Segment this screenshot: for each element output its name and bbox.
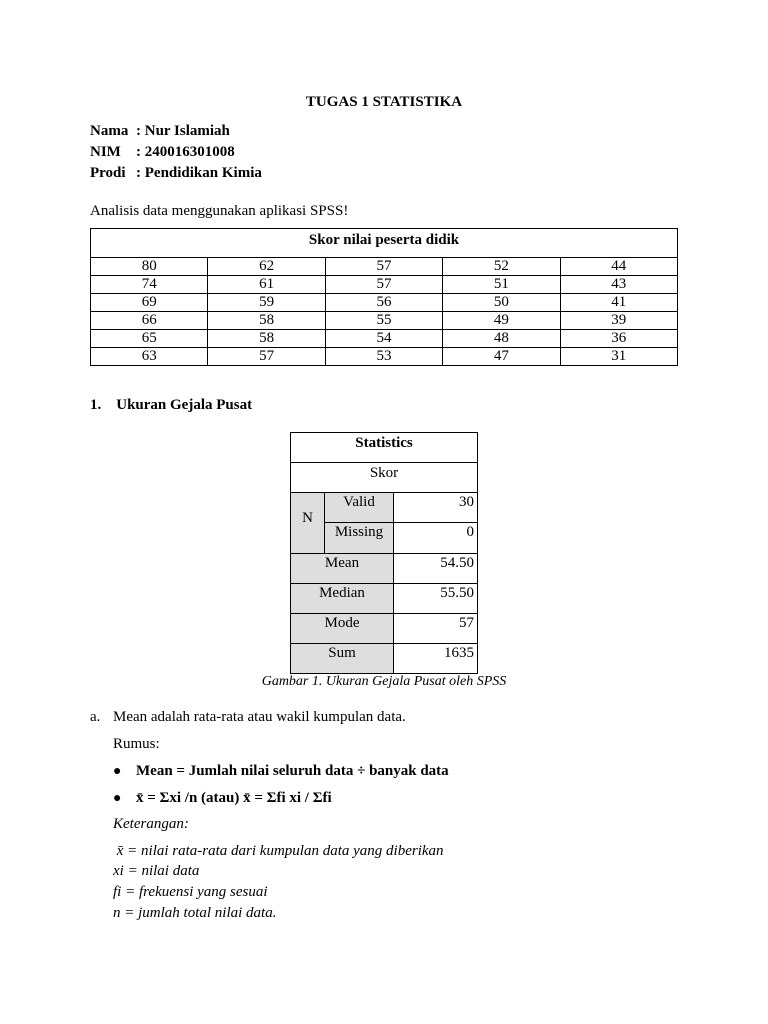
table-cell: 49 xyxy=(443,312,560,330)
table-cell: 61 xyxy=(208,276,325,294)
bullet-2-dot: ● xyxy=(113,791,122,806)
stats-mean-label: Mean xyxy=(290,553,394,584)
info-nim-row xyxy=(90,144,235,161)
note-n: n = jumlah total nilai data. xyxy=(113,905,277,921)
score-table xyxy=(90,228,678,366)
section-1-heading xyxy=(90,397,252,414)
table-cell: 47 xyxy=(443,348,560,366)
section-1-number: 1. xyxy=(90,397,102,413)
score-table-body xyxy=(91,258,678,366)
score-table-header: Skor nilai peserta didik xyxy=(91,229,678,258)
info-name-label: Nama xyxy=(90,123,129,139)
bullet-1-dot: ● xyxy=(113,764,122,779)
stats-sum-value: 1635 xyxy=(393,643,478,674)
table-cell: 58 xyxy=(208,312,325,330)
stats-median-value: 55.50 xyxy=(393,583,478,614)
section-1-title: Ukuran Gejala Pusat xyxy=(116,397,253,413)
stats-valid-label: Valid xyxy=(324,492,394,523)
rumus-label: Rumus: xyxy=(113,736,160,752)
table-cell: 55 xyxy=(325,312,442,330)
bullet-2-text: x̄ = Σxi /n (atau) x̄ = Σfi xi / Σfi xyxy=(136,790,332,806)
table-cell: 43 xyxy=(560,276,678,294)
statistics-table xyxy=(290,432,478,674)
table-row xyxy=(91,276,678,294)
stats-title: Statistics xyxy=(290,432,478,463)
info-nim-label: NIM xyxy=(90,144,121,160)
stats-missing-label: Missing xyxy=(324,522,394,554)
info-prodi-value: : Pendidikan Kimia xyxy=(136,165,262,181)
table-cell: 62 xyxy=(208,258,325,276)
info-name-value: : Nur Islamiah xyxy=(136,123,230,139)
table-row xyxy=(91,330,678,348)
bullet-1-text: Mean = Jumlah nilai seluruh data ÷ banyak data xyxy=(136,763,449,779)
table-cell: 74 xyxy=(91,276,208,294)
table-cell: 53 xyxy=(325,348,442,366)
table-row xyxy=(91,294,678,312)
stats-missing-value: 0 xyxy=(393,522,478,554)
table-cell: 57 xyxy=(208,348,325,366)
info-nim-value: : 240016301008 xyxy=(136,144,235,160)
table-row xyxy=(91,312,678,330)
table-cell: 66 xyxy=(91,312,208,330)
table-cell: 31 xyxy=(560,348,678,366)
table-cell: 63 xyxy=(91,348,208,366)
table-cell: 54 xyxy=(325,330,442,348)
mean-definition: Mean adalah rata-rata atau wakil kumpulan data. xyxy=(113,709,406,725)
table-cell: 52 xyxy=(443,258,560,276)
page-title: TUGAS 1 STATISTIKA xyxy=(305,94,463,110)
mean-marker: a. xyxy=(90,709,101,725)
table-cell: 57 xyxy=(325,258,442,276)
stats-sum-label: Sum xyxy=(290,643,394,674)
table-cell: 48 xyxy=(443,330,560,348)
table-cell: 36 xyxy=(560,330,678,348)
intro-text: Analisis data menggunakan aplikasi SPSS! xyxy=(90,203,349,219)
stats-mode-value: 57 xyxy=(393,613,478,644)
table-cell: 56 xyxy=(325,294,442,312)
table-cell: 39 xyxy=(560,312,678,330)
info-prodi-label: Prodi xyxy=(90,165,126,181)
table-row xyxy=(91,258,678,276)
table-cell: 69 xyxy=(91,294,208,312)
table-cell: 44 xyxy=(560,258,678,276)
figure-caption: Gambar 1. Ukuran Gejala Pusat oleh SPSS xyxy=(261,674,507,689)
table-row xyxy=(91,348,678,366)
note-xbar: x̄ = nilai rata-rata dari kumpulan data yang diberikan xyxy=(113,843,444,859)
stats-variable: Skor xyxy=(290,462,478,493)
table-cell: 57 xyxy=(325,276,442,294)
info-prodi-row xyxy=(90,165,262,182)
table-cell: 65 xyxy=(91,330,208,348)
stats-n-label: N xyxy=(290,492,325,554)
keterangan-label: Keterangan: xyxy=(113,816,189,832)
table-cell: 51 xyxy=(443,276,560,294)
stats-median-label: Median xyxy=(290,583,394,614)
table-cell: 41 xyxy=(560,294,678,312)
stats-mode-label: Mode xyxy=(290,613,394,644)
note-fi: fi = frekuensi yang sesuai xyxy=(113,884,268,900)
note-xi: xi = nilai data xyxy=(113,863,200,879)
stats-mean-value: 54.50 xyxy=(393,553,478,584)
info-name-row xyxy=(90,123,230,140)
table-cell: 59 xyxy=(208,294,325,312)
table-cell: 80 xyxy=(91,258,208,276)
table-cell: 58 xyxy=(208,330,325,348)
table-cell: 50 xyxy=(443,294,560,312)
stats-valid-value: 30 xyxy=(393,492,478,523)
